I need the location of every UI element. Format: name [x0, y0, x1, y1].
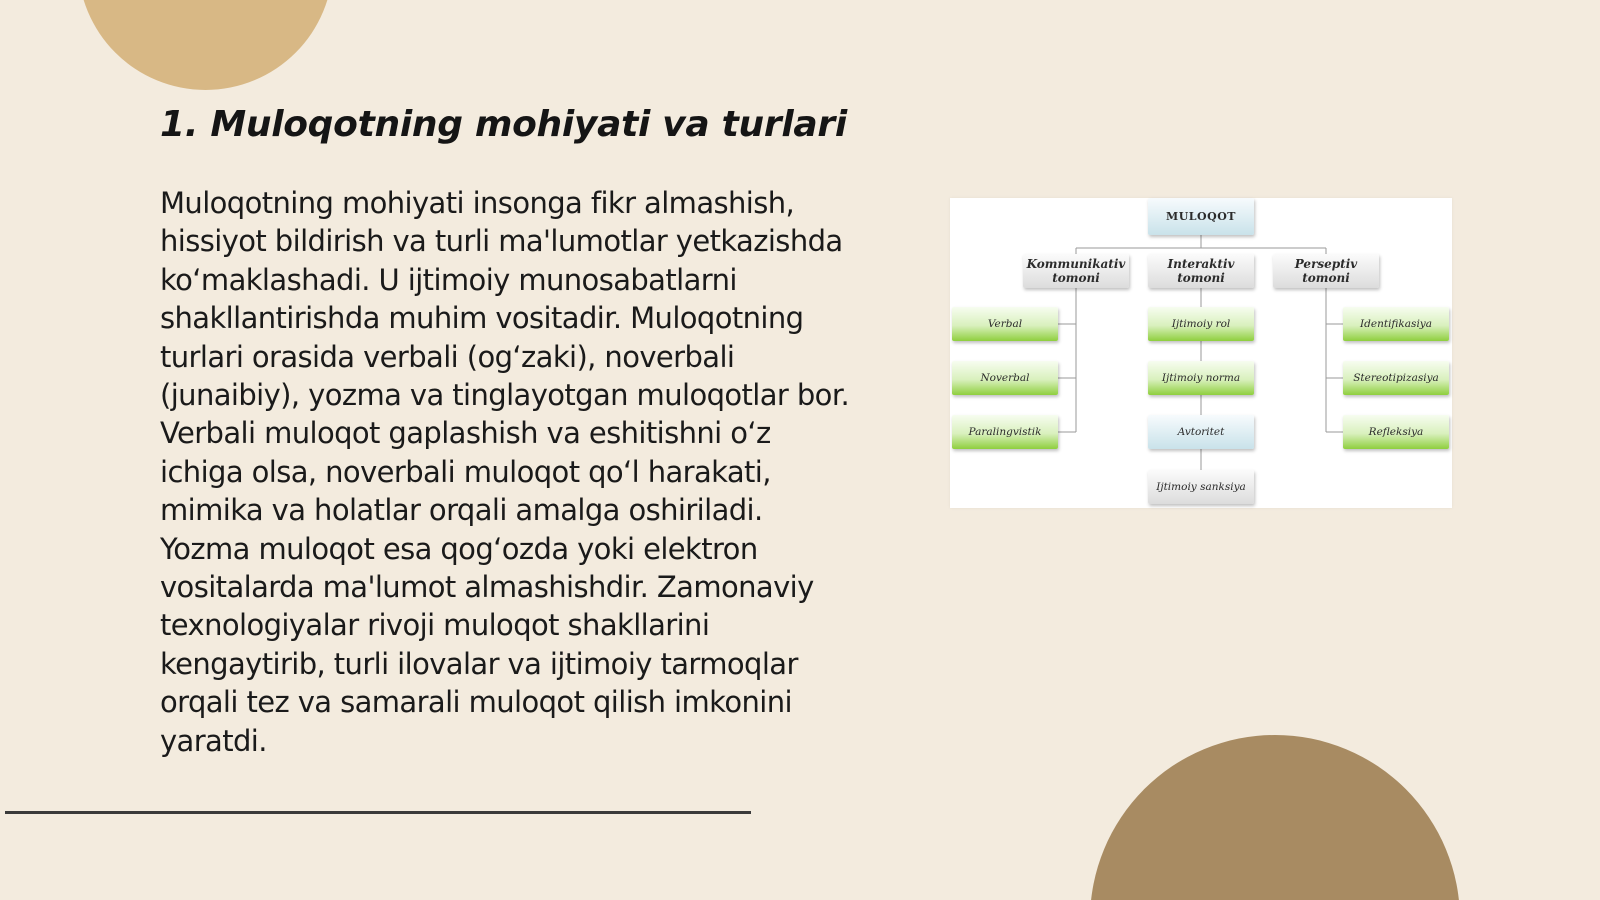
diagram-connectors [950, 198, 1452, 508]
diagram-node-noverbal: Noverbal [952, 361, 1058, 395]
diagram-node-paralingvistik: Paralingvistik [952, 415, 1058, 449]
diagram-node-stereotipizasiya: Stereotipizasiya [1343, 361, 1449, 395]
diagram-node-interaktiv: Interaktiv tomoni [1148, 254, 1254, 288]
diagram-node-ijtimoiy-rol: Ijtimoiy rol [1148, 307, 1254, 341]
slide-body-text: Muloqotning mohiyati insonga fikr almashish, hissiyot bildirish va turli ma'lumotlar yetkazishda ko‘maklashadi. U ijtimoiy munosabatlarni shakllantirishda muhim vositadir. Muloqotning turlari orasida verbali (og‘zaki), noverbali (junaibiy), yozma va tinglayotgan muloqotlar bor. Verbali muloqot gaplashish va eshitishni o‘z ichiga olsa, noverbali muloqot qo‘l harakati, mimika va holatlar orqali amalga oshiriladi. Yozma muloqot esa qog‘ozda yoki elektron vositalarda ma'lumot almashishdir. Zamonaviy texnologiyalar rivoji muloqot shakllarini kengaytirib, turli ilovalar va ijtimoiy tarmoqlar orqali tez va samarali muloqot qilish imkonini yaratdi. [160, 186, 850, 758]
diagram-node-refleksiya: Refleksiya [1343, 415, 1449, 449]
communication-diagram [950, 198, 1452, 508]
diagram-node-ijtimoiy-sanksiya: Ijtimoiy sanksiya [1148, 470, 1254, 504]
diagram-node-verbal: Verbal [952, 307, 1058, 341]
slide-title: 1. Muloqotning mohiyati va turlari [160, 104, 847, 145]
horizontal-divider [5, 811, 751, 814]
diagram-node-perseptiv: Perseptiv tomoni [1273, 254, 1379, 288]
diagram-node-avtoritet: Avtoritet [1148, 415, 1254, 449]
decorative-circle-bottom [1090, 735, 1460, 900]
diagram-node-root: MULOQOT [1148, 198, 1254, 235]
diagram-node-kommunikativ: Kommunikativ tomoni [1023, 254, 1129, 288]
diagram-node-identifikasiya: Identifikasiya [1343, 307, 1449, 341]
diagram-node-ijtimoiy-norma: Ijtimoiy norma [1148, 361, 1254, 395]
decorative-circle-top [78, 0, 333, 90]
